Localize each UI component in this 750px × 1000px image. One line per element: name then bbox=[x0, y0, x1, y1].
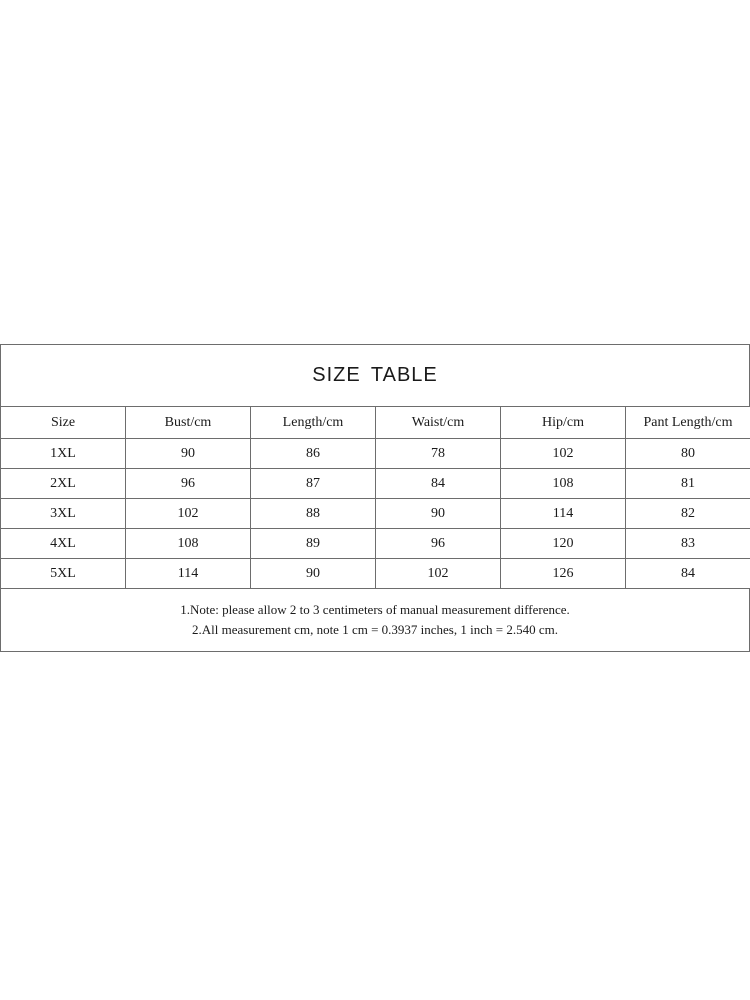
column-header-hip: Hip/cm bbox=[501, 407, 626, 439]
column-header-bust: Bust/cm bbox=[126, 407, 251, 439]
waist-cell: 78 bbox=[376, 439, 501, 469]
length-cell: 89 bbox=[251, 529, 376, 559]
note-line: 2.All measurement cm, note 1 cm = 0.3937 inches, 1 inch = 2.540 cm. bbox=[192, 622, 558, 637]
waist-cell: 84 bbox=[376, 469, 501, 499]
size-table-title-row bbox=[0, 344, 750, 406]
hip-cell: 114 bbox=[501, 499, 626, 529]
length-cell: 88 bbox=[251, 499, 376, 529]
table-row bbox=[1, 529, 750, 559]
pant-length-cell: 83 bbox=[626, 529, 750, 559]
hip-cell: 102 bbox=[501, 439, 626, 469]
size-cell: 4XL bbox=[1, 529, 126, 559]
hip-cell: 108 bbox=[501, 469, 626, 499]
header-row bbox=[1, 407, 750, 439]
hip-cell: 126 bbox=[501, 559, 626, 589]
column-header-size: Size bbox=[1, 407, 126, 439]
size-cell: 5XL bbox=[1, 559, 126, 589]
table-row bbox=[1, 469, 750, 499]
column-header-waist: Waist/cm bbox=[376, 407, 501, 439]
pant-length-cell: 82 bbox=[626, 499, 750, 529]
bust-cell: 108 bbox=[126, 529, 251, 559]
length-cell: 86 bbox=[251, 439, 376, 469]
bust-cell: 102 bbox=[126, 499, 251, 529]
size-table-body bbox=[1, 439, 750, 589]
column-header-pant-length: Pant Length/cm bbox=[626, 407, 750, 439]
size-table-header bbox=[1, 407, 750, 439]
pant-length-cell: 81 bbox=[626, 469, 750, 499]
waist-cell: 90 bbox=[376, 499, 501, 529]
table-row bbox=[1, 439, 750, 469]
size-table-title: SIZE TABLE bbox=[312, 364, 438, 386]
size-chart bbox=[0, 344, 750, 652]
bust-cell: 96 bbox=[126, 469, 251, 499]
hip-cell: 120 bbox=[501, 529, 626, 559]
measurement-notes bbox=[0, 589, 750, 652]
table-row bbox=[1, 559, 750, 589]
table-row bbox=[1, 499, 750, 529]
waist-cell: 102 bbox=[376, 559, 501, 589]
length-cell: 87 bbox=[251, 469, 376, 499]
length-cell: 90 bbox=[251, 559, 376, 589]
pant-length-cell: 84 bbox=[626, 559, 750, 589]
size-cell: 2XL bbox=[1, 469, 126, 499]
size-table bbox=[0, 406, 750, 589]
column-header-length: Length/cm bbox=[251, 407, 376, 439]
pant-length-cell: 80 bbox=[626, 439, 750, 469]
bust-cell: 114 bbox=[126, 559, 251, 589]
bust-cell: 90 bbox=[126, 439, 251, 469]
size-cell: 1XL bbox=[1, 439, 126, 469]
note-line: 1.Note: please allow 2 to 3 centimeters of manual measurement difference. bbox=[180, 602, 570, 617]
waist-cell: 96 bbox=[376, 529, 501, 559]
size-cell: 3XL bbox=[1, 499, 126, 529]
